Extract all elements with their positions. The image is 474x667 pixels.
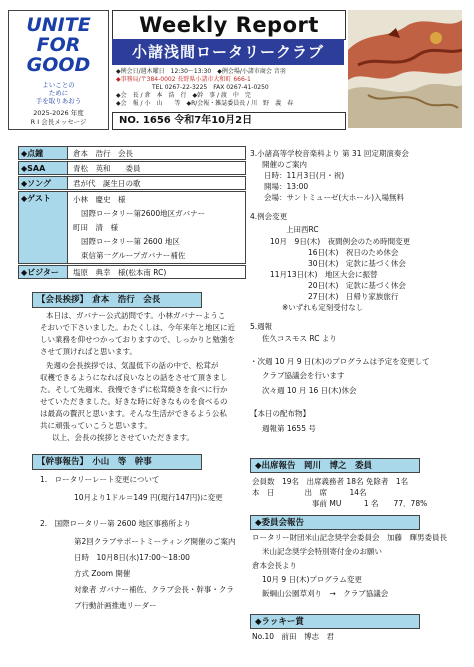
committee-heading-box bbox=[250, 515, 420, 530]
committee-line: 米山記念奨学会特別寄付金のお願い bbox=[262, 547, 382, 556]
role-value: 青松 英和 委員 bbox=[73, 164, 141, 173]
president-text-line: た。そして先週末、我慢できずに松茸焼きを食べに行か bbox=[40, 385, 228, 394]
issue-bar bbox=[112, 112, 346, 130]
notice-line: 開催のご案内 bbox=[262, 160, 307, 169]
notice-line: 佐久コスモス RC より bbox=[262, 334, 337, 343]
logo-tagline-1: よいことの bbox=[42, 81, 75, 89]
president-text-line: しい業務を仰せつかっておりますので、しっかりと勉強を bbox=[40, 335, 235, 344]
secretary-item: 第2回クラブサポートミーティング開催のご案内 bbox=[74, 537, 236, 546]
role-label: ◆ゲスト bbox=[21, 194, 51, 203]
report-title-box bbox=[112, 10, 346, 40]
lucky-heading-box bbox=[250, 614, 420, 629]
secretary-heading: 【幹事報告】 小山 等 幹事 bbox=[37, 457, 152, 467]
notice-line: ・次週 10 月 9 日(木)のプログラムは予定を変更して bbox=[250, 357, 430, 366]
guest-line: 国際ロータリー第2600地区ガバナー bbox=[81, 209, 206, 218]
secretary-heading-box bbox=[32, 454, 202, 470]
president-text-line: 先週の会長挨拶では、気温低下の話の中で、松茸が bbox=[46, 361, 219, 370]
notice-line: 日時：11月3日(月・祝) bbox=[264, 171, 345, 180]
notice-line: 上田西RC bbox=[286, 225, 319, 234]
president-text-line: させて頂ければと思います。 bbox=[40, 347, 137, 356]
notice-line: 5.週報 bbox=[250, 322, 273, 331]
dragon-painting-image bbox=[348, 10, 462, 128]
notice-line: 会場：サントミューゼ(大ホール)入場無料 bbox=[264, 193, 405, 202]
role-value: 倉本 浩行 会長 bbox=[73, 149, 133, 158]
notice-line: 10月 9日(木) 夜間例会のため時間変更 bbox=[270, 237, 411, 246]
role-row-saa bbox=[18, 161, 246, 175]
attendance-heading-box bbox=[250, 458, 420, 473]
guest-line: 小林 慶史 様 bbox=[73, 195, 126, 204]
logo-tagline-3: 手を取りあおう bbox=[35, 97, 82, 105]
lucky-winner: No.10 前田 博志 君 bbox=[252, 632, 334, 641]
notice-line: クラブ協議会を行います bbox=[262, 371, 345, 380]
notice-line: 16日(木) 祝日のため休会 bbox=[308, 248, 399, 257]
logo-line-3: GOOD bbox=[26, 54, 91, 76]
logo-line-1: UNITE bbox=[26, 14, 91, 36]
committee-line: ロータリー財団米山記念奨学会委員会 加藤 輝男委員長 bbox=[252, 533, 447, 542]
president-heading-box bbox=[32, 292, 202, 308]
logo-year: 2025-2026 年度 bbox=[33, 109, 84, 117]
notice-line: 4.例会変更 bbox=[250, 212, 288, 221]
logo bbox=[8, 10, 109, 130]
lucky-heading: ◆ラッキー賞 bbox=[255, 617, 304, 627]
guest-line: 町田 清 様 bbox=[73, 223, 118, 232]
info-office: ◆事務局/〒384-0002 長野県小諸市大和町 666-1 bbox=[116, 76, 251, 83]
issue-number: NO. 1656 令和7年10月2日 bbox=[119, 115, 253, 126]
attendance-line: 本 日 出 席 14名 bbox=[252, 488, 367, 497]
secretary-item: 10月より1ドル＝149 円(現行147円)に変更 bbox=[74, 493, 223, 502]
handouts-heading: 【本日の配布物】 bbox=[250, 409, 310, 418]
president-text-line: 共に頑張っていこうと思います。 bbox=[40, 421, 152, 430]
secretary-item: 1. ロータリーレート変更について bbox=[40, 475, 160, 484]
handouts-item: 週報第 1655 号 bbox=[262, 424, 316, 433]
report-title: Weekly Report bbox=[139, 13, 319, 37]
committee-heading: ◆委員会報告 bbox=[255, 518, 305, 528]
role-row-visitor bbox=[18, 265, 246, 279]
info-officers: ◆会 長 / 倉 本 浩 行 ◆幹 事 / 渡 中 完 bbox=[116, 92, 251, 99]
notice-line: 30日(木) 定款に基づく休会 bbox=[308, 259, 406, 268]
attendance-heading: ◆出席報告 岡川 博之 委員 bbox=[255, 461, 373, 471]
attendance-line: 会員数 19名 出席義務者 18名 免除者 1名 bbox=[252, 477, 409, 486]
secretary-item: 2. 国際ロータリー第 2600 地区事務所より bbox=[40, 519, 192, 528]
logo-message: R I 会長メッセージ bbox=[30, 118, 87, 126]
header-artwork bbox=[348, 10, 462, 128]
secretary-item: 日時 10月8日(水)17:00～18:00 bbox=[74, 553, 190, 562]
secretary-item: 対象者 ガバナー補佐、クラブ会長・幹事・クラ bbox=[74, 585, 234, 594]
guest-line: 東信第一グループガバナー補佐 bbox=[81, 251, 186, 260]
president-text-line: 本日は、ガバナー公式訪問です。小林ガバナーようこ bbox=[46, 311, 226, 320]
committee-line: 倉本会長より bbox=[252, 561, 297, 570]
committee-line: 飯綱山公園草刈り → クラブ協議会 bbox=[262, 589, 389, 598]
role-label: ◆点鐘 bbox=[21, 149, 44, 158]
role-label: ◆ビジター bbox=[21, 268, 59, 277]
president-text-line: そおいで下さいました。わたくしは、今年来年と地区に近 bbox=[40, 323, 235, 332]
info-bulletin: ◆会 報 / 小 山 等 ◆R/会報・雑誌委員長 / 川 野 義 春 bbox=[116, 100, 294, 107]
president-heading: 【会長挨拶】 倉本 浩行 会長 bbox=[37, 295, 161, 305]
attendance-line: 事前 MU 1 名 77．78% bbox=[312, 499, 428, 508]
notice-line: 開場：13:00 bbox=[264, 182, 309, 191]
president-text-line: せていただきました。好きな時に好きなものを食べるの bbox=[40, 397, 228, 406]
president-text-line: 収穫できるようになれば良いなとの話をさせて頂きまし bbox=[40, 373, 228, 382]
notice-line: 11月13日(木) 地区大会に振替 bbox=[270, 270, 378, 279]
secretary-item: ブ行動計画推進リーダー bbox=[74, 601, 157, 610]
notice-line: 3.小諸高等学校音楽科より 第 31 回定期演奏会 bbox=[250, 149, 409, 158]
secretary-item: 方式 Zoom 開催 bbox=[74, 569, 131, 578]
logo-tagline-2: ために bbox=[48, 89, 69, 97]
role-row-bell bbox=[18, 146, 246, 160]
notice-line: 20日(木) 定款に基づく休会 bbox=[308, 281, 406, 290]
committee-line: 10月 9 日(木)プログラム変更 bbox=[262, 575, 362, 584]
notice-line: 27日(木) 日帰り家族旅行 bbox=[308, 292, 399, 301]
club-name-bar bbox=[112, 39, 344, 65]
logo-line-2: FOR bbox=[36, 34, 81, 56]
club-name: 小諸浅間ロータリークラブ bbox=[131, 43, 324, 61]
president-text-line: は最高の贅沢と思います。そんな生活ができるよう公私 bbox=[40, 409, 227, 418]
role-value: 君が代 誕生日の歌 bbox=[73, 179, 141, 188]
role-row-guest bbox=[18, 191, 246, 264]
role-row-song bbox=[18, 176, 246, 190]
role-label: ◆ソング bbox=[21, 179, 51, 188]
president-text-line: 以上、会長の挨拶とさせていただきます。 bbox=[52, 433, 194, 442]
info-meeting: ◆例会日/週木曜日 12:30～13:30 ◆例会場/小諸市商会 音羽 bbox=[116, 68, 286, 75]
role-value: 塩原 典幸 様(松本南 RC) bbox=[73, 268, 167, 277]
notice-line: 次々週 10 月 16 日(木)休会 bbox=[262, 386, 357, 395]
info-phone: TEL 0267-22-3225 FAX 0267-41-0250 bbox=[152, 84, 269, 91]
role-label: ◆SAA bbox=[21, 164, 46, 173]
notice-line: ※いずれも定刻受付なし bbox=[282, 303, 364, 312]
guest-line: 国際ロータリー第 2600 地区 bbox=[81, 237, 180, 246]
